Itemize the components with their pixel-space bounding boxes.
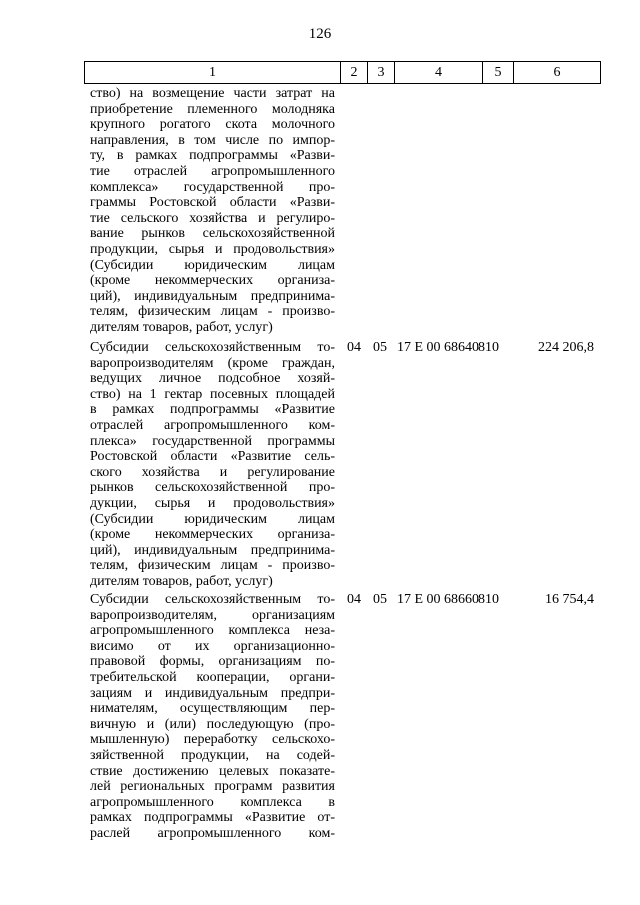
amount: 224 206,8 bbox=[538, 340, 594, 355]
expense-type-code: 810 bbox=[478, 592, 499, 607]
description-line: ство) на 1 гектар посевных площадей bbox=[90, 386, 335, 402]
row-description bbox=[90, 592, 335, 842]
description-line: дукции, сырья и продовольствия» bbox=[90, 495, 335, 511]
description-line: ведущих личное подсобное хозяй- bbox=[90, 371, 335, 387]
description-line: Субсидии сельскохозяйственным то- bbox=[90, 340, 335, 355]
description-line: ций), индивидуальным предпринима- bbox=[90, 288, 335, 304]
section-code: 04 bbox=[347, 340, 361, 355]
description-line: комплекса» государственной про- bbox=[90, 179, 335, 195]
target-article-code: 17 Е 00 68640 bbox=[397, 340, 480, 355]
subsection-code: 05 bbox=[373, 340, 387, 355]
description-line: лей региональных программ развития bbox=[90, 779, 335, 795]
description-line: варопроизводителям, организациям bbox=[90, 607, 335, 623]
description-line: (кроме некоммерческих организа- bbox=[90, 527, 335, 543]
description-line: (кроме некоммерческих организа- bbox=[90, 273, 335, 289]
header-col-1: 1 bbox=[85, 62, 341, 84]
description-line: ствие достижению целевых показате- bbox=[90, 763, 335, 779]
description-line: телям, физическим лицам - произво- bbox=[90, 558, 335, 574]
description-line: (Субсидии юридическим лицам bbox=[90, 511, 335, 527]
description-line: ту, в рамках подпрограммы «Разви- bbox=[90, 148, 335, 164]
description-line: дителям товаров, работ, услуг) bbox=[90, 319, 273, 335]
description-line: дителям товаров, работ, услуг) bbox=[90, 573, 273, 589]
subsection-code: 05 bbox=[373, 592, 387, 607]
amount: 16 754,4 bbox=[545, 592, 594, 607]
description-line: агропромышленного комплекса неза- bbox=[90, 623, 335, 639]
description-line: направления, в том числе по импор- bbox=[90, 132, 335, 148]
description-line: зациям и индивидуальным предпри- bbox=[90, 685, 335, 701]
description-line: отраслей агропромышленного ком- bbox=[90, 417, 335, 433]
description-line: ского хозяйства и регулирование bbox=[90, 464, 335, 480]
description-line: крупного рогатого скота молочного bbox=[90, 117, 335, 133]
description-line: ций), индивидуальным предпринима- bbox=[90, 542, 335, 558]
expense-type-code: 810 bbox=[478, 340, 499, 355]
page-number: 126 bbox=[308, 26, 332, 42]
description-line: вичную и (или) последующую (про- bbox=[90, 716, 335, 732]
description-line: продукции, сырья и продовольствия» bbox=[90, 241, 335, 257]
table-header bbox=[84, 61, 601, 84]
header-col-5: 5 bbox=[483, 62, 514, 84]
description-line: ство) на возмещение части затрат на bbox=[90, 86, 335, 101]
description-line: тие отраслей агропромышленного bbox=[90, 163, 335, 179]
header-col-2: 2 bbox=[341, 62, 368, 84]
description-line: Ростовской области «Развитие сель- bbox=[90, 449, 335, 465]
description-line: агропромышленного комплекса в bbox=[90, 794, 335, 810]
description-line: Субсидии сельскохозяйственным то- bbox=[90, 592, 335, 607]
description-line: раслей агропромышленного ком- bbox=[90, 825, 335, 841]
row-description bbox=[90, 86, 335, 336]
header-col-4: 4 bbox=[395, 62, 483, 84]
description-line: плекса» государственной программы bbox=[90, 433, 335, 449]
description-line: тие сельского хозяйства и регулиро- bbox=[90, 210, 335, 226]
description-line: требительской кооперации, органи- bbox=[90, 669, 335, 685]
section-code: 04 bbox=[347, 592, 361, 607]
description-line: приобретение племенного молодняка bbox=[90, 101, 335, 117]
description-line: рынков сельскохозяйственной про- bbox=[90, 480, 335, 496]
description-line: варопроизводителям (кроме граждан, bbox=[90, 355, 335, 371]
description-line: телям, физическим лицам - произво- bbox=[90, 304, 335, 320]
description-line: рамках подпрограммы «Развитие от- bbox=[90, 810, 335, 826]
description-line: вание рынков сельскохозяйственной bbox=[90, 226, 335, 242]
description-line: зяйственной продукции, на содей- bbox=[90, 747, 335, 763]
description-line: правовой формы, организациям по- bbox=[90, 654, 335, 670]
description-line: нимателям, осуществляющим пер- bbox=[90, 701, 335, 717]
row-description bbox=[90, 340, 335, 590]
description-line: висимо от их организационно- bbox=[90, 638, 335, 654]
description-line: мышленную) переработку сельскохо- bbox=[90, 732, 335, 748]
header-col-6: 6 bbox=[514, 62, 601, 84]
description-line: (Субсидии юридическим лицам bbox=[90, 257, 335, 273]
description-line: в рамках подпрограммы «Развитие bbox=[90, 402, 335, 418]
description-line: граммы Ростовской области «Разви- bbox=[90, 195, 335, 211]
header-col-3: 3 bbox=[368, 62, 395, 84]
target-article-code: 17 Е 00 68660 bbox=[397, 592, 480, 607]
